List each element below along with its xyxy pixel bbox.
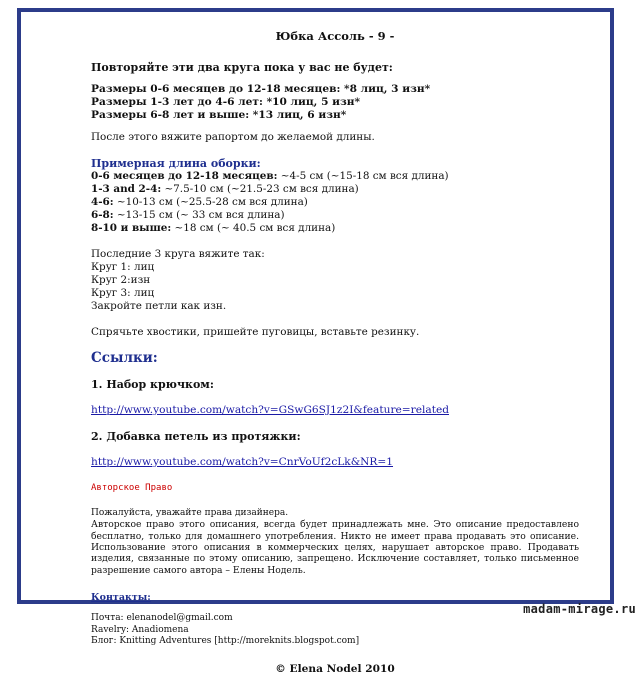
last-rounds-line: Последние 3 круга вяжите так: [91,248,265,260]
copyright-label: Авторское Право [91,483,173,493]
link-url[interactable]: http://www.youtube.com/watch?v=GSwG6SJ1z2I&feature=related [91,404,449,416]
watermark: madam-mirage.ru [523,602,636,616]
ruffle-label: 6-8: [91,209,114,221]
contacts-heading: Контакты: [91,592,151,604]
finishing-text: Спрячьте хвостики, пришейте пуговицы, вставьте резинку. [91,326,420,338]
ruffle-label: 4-6: [91,196,114,208]
ruffle-label: 0-6 месяцев до 12-18 месяцев: [91,170,278,182]
size-label: Размеры 0-6 месяцев до 12-18 месяцев: [91,83,341,95]
last-rounds [91,248,579,313]
link-url[interactable]: http://www.youtube.com/watch?v=CnrVoUf2cLk&NR=1 [91,456,394,468]
contacts-block [91,592,579,647]
ruffle-heading: Примерная длина оборки: [91,157,261,170]
ruffle-value: ~7.5-10 см (~21.5-23 см вся длина) [161,183,359,195]
ruffle-label: 1-3 and 2-4: [91,183,162,195]
link-title: 1. Набор крючком: [91,378,214,391]
footer-copyright: © Elena Nodel 2010 [275,663,395,676]
respect-text: Пожалуйста, уважайте права дизайнера. [91,508,289,518]
size-value: *8 лиц, 3 изн* [340,83,431,95]
ruffle-row [91,209,579,222]
size-label: Размеры 1-3 лет до 4-6 лет: [91,96,263,108]
document-content [91,30,579,676]
last-rounds-line: Круг 3: лиц [91,287,155,299]
contact-blog: Блог: Knitting Adventures [http://moreknits.blogspot.com] [91,635,360,646]
size-value: *13 лиц, 6 изн* [249,109,347,121]
size-row [91,83,579,96]
ruffle-label: 8-10 и выше: [91,222,172,234]
legal-text: Авторское право этого описания, всегда будет принадлежать мне. Это описание предоставлено бесплатно, только для домашнего употребления. Никто не имеет права продавать это описание. Использование этого описания в коммерческих целях, нарушает авторское право. Продавать изделия, связанные по этому описанию, запрещено. Исключение составляет, только письменное разрешение самого автора – Елены Нодель. [91,519,579,576]
last-rounds-line: Круг 2:изн [91,274,151,286]
ruffle-row [91,170,579,183]
size-row [91,109,579,122]
repeat-heading: Повторяйте эти два круга пока у вас не будет: [91,61,393,74]
contact-ravelry: Ravelry: Anadiomena [91,624,189,635]
ruffle-list [91,170,579,235]
ruffle-value: ~10-13 см (~25.5-28 см вся длина) [113,196,308,208]
ruffle-row [91,183,579,196]
repeat-after: После этого вяжите рапортом до желаемой длины. [91,131,375,143]
contact-mail: Почта: elenanodel@gmail.com [91,613,233,624]
sizes-list [91,83,579,122]
size-label: Размеры 6-8 лет и выше: [91,109,250,121]
size-row [91,96,579,109]
ruffle-value: ~13-15 см (~ 33 см вся длина) [113,209,285,221]
last-rounds-line: Круг 1: лиц [91,261,155,273]
ruffle-row [91,222,579,235]
ruffle-row [91,196,579,209]
links-heading: Ссылки: [91,350,158,366]
last-rounds-line: Закройте петли как изн. [91,300,227,312]
link-title: 2. Добавка петель из протяжки: [91,430,301,443]
ruffle-value: ~4-5 см (~15-18 см вся длина) [277,170,449,182]
page-title: Юбка Ассоль - 9 - [275,29,395,43]
size-value: *10 лиц, 5 изн* [262,96,361,108]
ruffle-value: ~18 см (~ 40.5 см вся длина) [171,222,336,234]
